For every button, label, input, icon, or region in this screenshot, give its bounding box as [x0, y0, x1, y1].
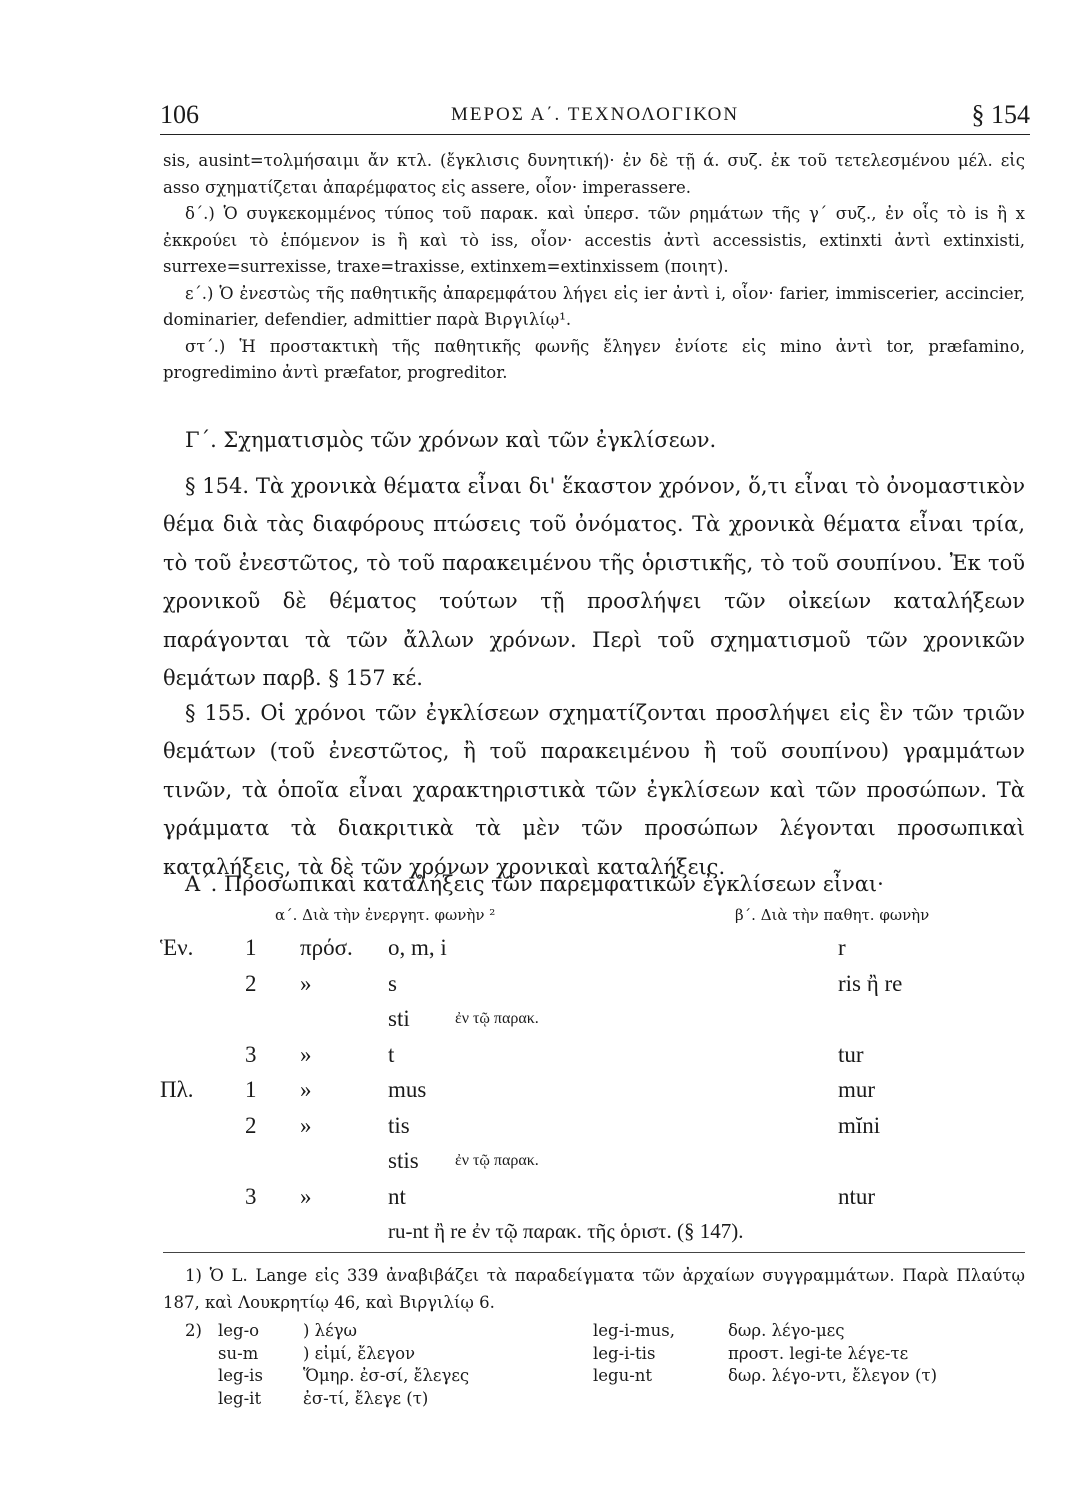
list-item: su-m ) εἰμί, ἔλεγον leg-i-tis προστ. legi-te λέγε-τε — [218, 1343, 909, 1363]
section-heading: Γ΄. Σχηματισμὸς τῶν χρόνων καὶ τῶν ἐγκλίσεων. — [185, 428, 717, 452]
endings-paradigm-table — [160, 935, 1030, 1255]
paragraph-154: § 154. Τὰ χρονικὰ θέματα εἶναι δι' ἕκαστον χρόνον, ὅ,τι εἶναι τὸ ὀνομαστικὸν θέμα διὰ τὰς διαφόρους πτώσεις τοῦ ὀνόματος. Τὰ χρονικὰ θέματα εἶναι τρία, τὸ τοῦ ἐνεστῶτος, τὸ τοῦ παρακειμένου τῆς ὁριστικῆς, τὸ τοῦ σουπίνου. Ἐκ τοῦ χρονικοῦ δὲ θέματος τούτων τῇ προσλήψει τῶν οἰκείων καταλήξεων παράγονται τὰ τῶν ἄλλων χρόνων. Περὶ τοῦ σχηματισμοῦ τῶν χρονικῶν θεμάτων παρβ. § 157 κέ. — [163, 474, 1025, 691]
table-row: 2 » s ris ἢ re — [245, 970, 903, 996]
list-item: leg-o ) λέγω leg-i-mus, δωρ. λέγο-μες — [218, 1321, 845, 1340]
footnote-2 — [163, 1318, 1033, 1408]
section-marker: § 154 — [971, 100, 1030, 129]
footnote-separator — [163, 1252, 1025, 1253]
list-item: leg-it ἐσ-τί, ἔλεγε (τ) — [218, 1388, 429, 1408]
footnote-2-label: 2) — [185, 1321, 202, 1340]
running-title: ΜΕΡΟΣ Α΄. ΤΕΧΝΟΛΟΓΙΚΟΝ — [450, 104, 740, 125]
table-row: sti ἐν τῷ παρακ. — [388, 1006, 539, 1031]
subheading-personal-endings: Α΄. Προσωπικαὶ καταλήξεις τῶν παρεμφατικῶν ἐγκλίσεων εἶναι· — [185, 872, 884, 896]
column-label-active: α΄. Διὰ τὴν ἐνεργητ. φωνὴν ² — [275, 906, 496, 924]
table-row: Πλ. 1 » mus mur — [160, 1077, 876, 1102]
table-row: Ἑν. 1 πρόσ. o, m, i r — [160, 935, 846, 960]
note-continuation: sis, ausint=τολμήσαιμι ἄν κτλ. (ἔγκλισις δυνητική)· ἐν δὲ τῇ ά. συζ. ἐκ τοῦ τετελεσμένου μέλ. εἰς asso σχηματίζεται ἀπαρέμφατος εἰς assere, οἷον· imperassere. — [163, 151, 1025, 197]
footnotes — [163, 1263, 1033, 1408]
footnote-1: 1) Ὁ L. Lange εἰς 339 ἀναβιβάζει τὰ παραδείγματα τῶν ἀρχαίων συγγραμμάτων. Παρὰ Πλαύτῳ 187, καὶ Λουκρητίῳ 46, καὶ Βιργιλίῳ 6. — [163, 1266, 1025, 1312]
paragraph-155: § 155. Οἱ χρόνοι τῶν ἐγκλίσεων σχηματίζονται προσλήψει εἰς ἓν τῶν τριῶν θεμάτων (τοῦ ἐνεστῶτος, ἢ τοῦ παρακειμένου ἢ τοῦ σουπίνου) γραμμάτων τινῶν, τὰ ὁποῖα εἶναι χαρακτηριστικὰ τῶν ἐγκλίσεων καὶ τῶν προσώπων. Τὰ γράμματα τὰ διακριτικὰ τὰ μὲν τῶν προσώπων λέγονται προσωπικαὶ καταλήξεις, τὰ δὲ τῶν χρόνων χρονικαὶ καταλήξεις. — [163, 701, 1025, 879]
note-epsilon: ε΄.) Ὁ ἐνεστὼς τῆς παθητικῆς ἀπαρεμφάτου λήγει εἰς ier ἀντὶ i, οἷον· farier, immiscerier, accincier, dominarier, defendier, admittier παρὰ Βιργιλίῳ¹. — [163, 283, 1025, 329]
table-row: 3 » nt ntur — [245, 1183, 876, 1209]
page-header — [160, 100, 1030, 135]
notes-top — [163, 148, 1025, 387]
list-item: leg-is Ὅμηρ. ἐσ-σί, ἔλεγες legu-nt δωρ. λέγο-ντι, ἔλεγον (τ) — [218, 1366, 938, 1385]
table-row: stis ἐν τῷ παρακ. — [388, 1148, 539, 1173]
table-row: ru-nt ἢ re ἐν τῷ παρακ. τῆς ὁριστ. (§ 147). — [388, 1219, 744, 1243]
note-delta: δ΄.) Ὁ συγκεκομμένος τύπος τοῦ παρακ. καὶ ὑπερσ. τῶν ρημάτων τῆς γ΄ συζ., ἐν οἷς τὸ is ἢ x ἐκκρούει τὸ ἑπόμενον is ἢ καὶ τὸ iss, οἷον· accestis ἀντὶ accessistis, extinxti ἀντὶ extinxisti, surrexe=surrexisse, traxe=traxisse, extinxem=extinxissem (ποιητ). — [163, 204, 1025, 276]
page-number: 106 — [160, 100, 199, 129]
table-row: 3 » t tur — [245, 1041, 864, 1067]
note-stigma: στ΄.) Ἡ προστακτικὴ τῆς παθητικῆς φωνῆς ἔληγεν ἐνίοτε εἰς mino ἀντὶ tor, præfamino, progredimino ἀντὶ præfator, progreditor. — [163, 336, 1025, 382]
table-row: 2 » tis mĭni — [245, 1112, 881, 1138]
column-label-passive: β΄. Διὰ τὴν παθητ. φωνὴν — [735, 906, 930, 924]
